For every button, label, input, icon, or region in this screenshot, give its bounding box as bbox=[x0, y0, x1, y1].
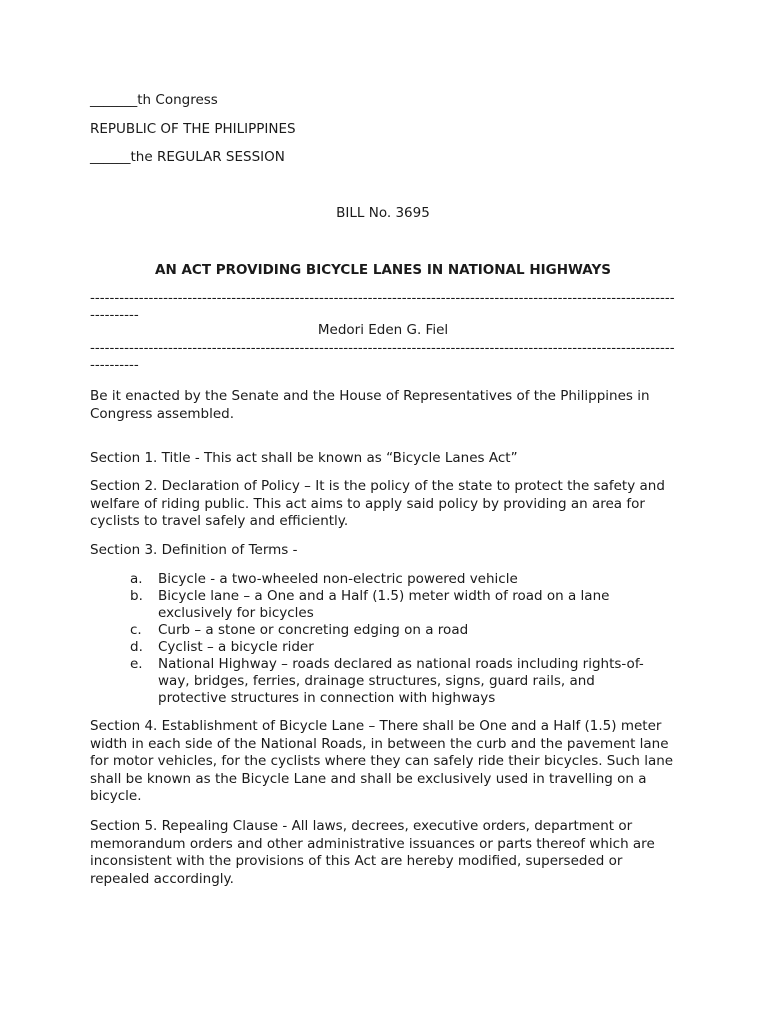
section-5: Section 5. Repealing Clause - All laws, decrees, executive orders, department or memorandum orders and other administrative issuances or parts thereof which are inconsistent with the provisions of this Act are hereby modified, superseded or repealed accordingly. bbox=[90, 818, 655, 887]
definition-text: Bicycle - a two-wheeled non-electric powered vehicle bbox=[158, 571, 518, 587]
republic-line: REPUBLIC OF THE PHILIPPINES bbox=[90, 121, 296, 137]
list-item bbox=[130, 571, 650, 588]
list-item bbox=[130, 656, 650, 707]
list-marker: d. bbox=[130, 639, 143, 655]
enacting-clause: Be it enacted by the Senate and the House of Representatives of the Philippines in Congress assembled. bbox=[90, 388, 650, 422]
author-name: Medori Eden G. Fiel bbox=[317, 322, 449, 338]
list-marker: c. bbox=[130, 622, 142, 638]
list-marker: e. bbox=[130, 656, 143, 672]
definition-text: National Highway – roads declared as national roads including rights-of-way, bridges, ferries, drainage structures, signs, guard rails, and protective structures in connection with highways bbox=[158, 656, 644, 706]
list-item bbox=[130, 588, 650, 622]
section-2: Section 2. Declaration of Policy – It is the policy of the state to protect the safety and welfare of riding public. This act aims to apply said policy by providing an area for cyclists to travel safely and efficiently. bbox=[90, 478, 665, 529]
definition-text: Curb – a stone or concreting edging on a road bbox=[158, 622, 469, 638]
section-3-heading: Section 3. Definition of Terms - bbox=[90, 542, 298, 558]
definition-text: Bicycle lane – a One and a Half (1.5) meter width of road on a lane exclusively for bicycles bbox=[158, 588, 610, 621]
list-item bbox=[130, 622, 650, 639]
list-marker: b. bbox=[130, 588, 143, 604]
definitions-list bbox=[130, 571, 650, 707]
list-item bbox=[130, 639, 650, 656]
session-line: ______the REGULAR SESSION bbox=[90, 149, 285, 165]
list-marker: a. bbox=[130, 571, 143, 587]
separator-top: ---------------------------------------------------------------------------------------------------------------------------------- bbox=[90, 290, 675, 323]
section-1: Section 1. Title - This act shall be known as “Bicycle Lanes Act” bbox=[90, 450, 518, 466]
section-4: Section 4. Establishment of Bicycle Lane – There shall be One and a Half (1.5) meter width in each side of the National Roads, in between the curb and the pavement lane for motor vehicles, for the cyclists where they can safely ride their bicycles. Such lane shall be known as the Bicycle Lane and shall be exclusively used in travelling on a bicycle. bbox=[90, 718, 674, 804]
bill-title: AN ACT PROVIDING BICYCLE LANES IN NATIONAL HIGHWAYS bbox=[155, 262, 611, 278]
separator-bottom: ---------------------------------------------------------------------------------------------------------------------------------- bbox=[90, 340, 675, 373]
definition-text: Cyclist – a bicycle rider bbox=[158, 639, 314, 655]
bill-number: BILL No. 3695 bbox=[336, 205, 430, 221]
congress-line: _______th Congress bbox=[90, 92, 218, 108]
